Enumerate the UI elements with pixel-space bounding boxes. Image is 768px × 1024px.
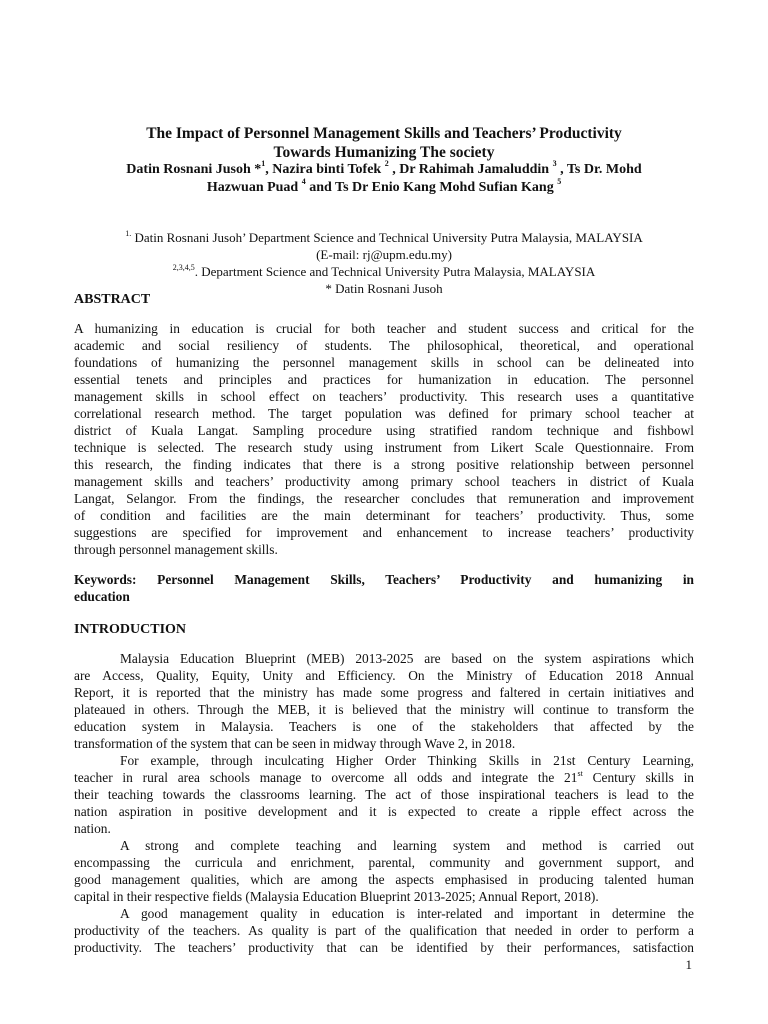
affiliation-line-2	[74, 263, 694, 280]
author-name: Datin Rosnani Jusoh *	[126, 162, 262, 177]
abstract-heading: ABSTRACT	[74, 292, 151, 307]
introduction-heading: INTRODUCTION	[74, 622, 187, 637]
author-list	[74, 161, 694, 197]
abstract-line: Langat, Selangor. From the findings, the researcher concludes that remuneration and improvement	[74, 491, 694, 506]
paragraph-line: education system in Malaysia. Teachers is one of the stakeholders that affected by the	[74, 719, 694, 734]
intro-paragraph-2	[74, 752, 694, 837]
author-superscript: 4	[301, 177, 306, 187]
paragraph-line: A good management quality in education is inter-related and important in determine the	[120, 906, 694, 921]
keywords	[74, 571, 694, 605]
paragraph-line: productivity of the teachers. As quality is part of the qualification that needed in order to perform a	[74, 923, 694, 938]
author-line-2	[74, 179, 694, 197]
affiliations	[74, 229, 694, 297]
abstract-line: this research, the finding indicates that there is a strong positive relationship between personnel	[74, 457, 694, 472]
paragraph-line: nation aspiration in positive development and it is expected to create a ripple effect across the	[74, 804, 694, 819]
author-name: , Ts Dr. Mohd	[556, 162, 642, 177]
ordinal-superscript: st	[577, 768, 583, 778]
paper-title	[74, 124, 694, 162]
page-number: 1	[685, 957, 692, 972]
affiliation-email: (E-mail: rj@upm.edu.my)	[316, 247, 452, 262]
abstract-line: A humanizing in education is crucial for both teacher and student success and critical for the	[74, 321, 694, 336]
paragraph-line: A strong and complete teaching and learning system and method is carried out	[120, 838, 694, 853]
author-superscript: 2	[384, 159, 389, 169]
paragraph-text: Century skills in	[582, 770, 694, 785]
keywords-line: Keywords: Personnel Management Skills, Teachers’ Productivity and humanizing in	[74, 572, 694, 587]
author-name: , Dr Rahimah Jamaluddin	[388, 162, 553, 177]
abstract-body	[74, 320, 694, 558]
author-superscript: 3	[552, 159, 557, 169]
author-line-1	[74, 161, 694, 179]
abstract-line: correlational research method. The target population was defined for primary school teacher at	[74, 406, 694, 421]
intro-paragraph-3	[74, 837, 694, 905]
abstract-line: district of Kuala Langat. Sampling procedure using stratified random technique and fishbowl	[74, 423, 694, 438]
abstract-line: management skills in school effect on teachers’ productivity. This research uses a quantitative	[74, 389, 694, 404]
paragraph-line: nation.	[74, 821, 111, 836]
paragraph-line: For example, through inculcating Higher Order Thinking Skills in 21st Century Learning,	[120, 753, 694, 768]
abstract-line: foundations of humanizing the personnel management skills in school can be delineated into	[74, 355, 694, 370]
author-superscript: 5	[557, 177, 562, 187]
paragraph-line: Malaysia Education Blueprint (MEB) 2013-2025 are based on the system aspirations which	[120, 651, 694, 666]
paragraph-line: Report, it is reported that the ministry has made some progress and faltered in certain initiatives and	[74, 685, 694, 700]
abstract-line: technique is selected. The research study using instrument from Likert Scale Questionnaire. From	[74, 440, 694, 455]
affiliation-line-1	[74, 229, 694, 246]
affiliation-superscript: 1.	[125, 228, 132, 238]
abstract-line: suggestions are specified for improvement and enhancement to increase teachers’ productivity	[74, 525, 694, 540]
paragraph-line: are Access, Quality, Equity, Unity and Efficiency. On the Ministry of Education 2018 Annual	[74, 668, 694, 683]
title-line-1: The Impact of Personnel Management Skills and Teachers’ Productivity	[146, 125, 622, 142]
affiliation-text: Datin Rosnani Jusoh’ Department Science and Technical University Putra Malaysia, MALAYSIA	[131, 230, 643, 245]
affiliation-superscript: 2,3,4,5	[172, 262, 195, 272]
paragraph-text: teacher in rural area schools manage to overcome all odds and integrate the 21	[74, 770, 578, 785]
abstract-line: essential tenets and principles and practices for humanization in education. The personnel	[74, 372, 694, 387]
author-name: , Nazira binti Tofek	[265, 162, 385, 177]
author-superscript: 1	[261, 159, 266, 169]
paragraph-line: transformation of the system that can be seen in midway through Wave 2, in 2018.	[74, 736, 516, 751]
paragraph-line: encompassing the curricula and enrichment, parental, community and government support, and	[74, 855, 694, 870]
paragraph-line: good management qualities, which are among the aspects emphasised in producing talented human	[74, 872, 694, 887]
corresponding-author: * Datin Rosnani Jusoh	[325, 281, 443, 296]
paragraph-line: capital in their respective fields (Malaysia Education Blueprint 2013-2025; Annual Report, 2018).	[74, 889, 599, 904]
abstract-line: management skills and teachers’ productivity among primary school teachers in district of Kuala	[74, 474, 694, 489]
intro-paragraph-1	[74, 650, 694, 752]
keywords-line: education	[74, 589, 130, 604]
paragraph-line: productivity. The teachers’ productivity that can be identified by their performances, satisfaction	[74, 940, 694, 955]
author-name: Hazwuan Puad	[206, 180, 302, 195]
author-name: and Ts Dr Enio Kang Mohd Sufian Kang	[305, 180, 558, 195]
paragraph-line: their teaching towards the classrooms learning. The act of those inspirational teachers is lead to the	[74, 787, 694, 802]
paragraph-line	[74, 769, 694, 786]
abstract-line: academic and social resiliency of students. The philosophical, theoretical, and operational	[74, 338, 694, 353]
abstract-line: through personnel management skills.	[74, 542, 278, 557]
abstract-line: of condition and facilities are the main determinant for teachers’ productivity. Thus, some	[74, 508, 694, 523]
title-line-2: Towards Humanizing The society	[273, 144, 495, 161]
affiliation-text: . Department Science and Technical University Putra Malaysia, MALAYSIA	[194, 264, 596, 279]
intro-paragraph-4	[74, 905, 694, 956]
paragraph-line: plateaued in others. Through the MEB, it is believed that the ministry will continue to transform the	[74, 702, 694, 717]
